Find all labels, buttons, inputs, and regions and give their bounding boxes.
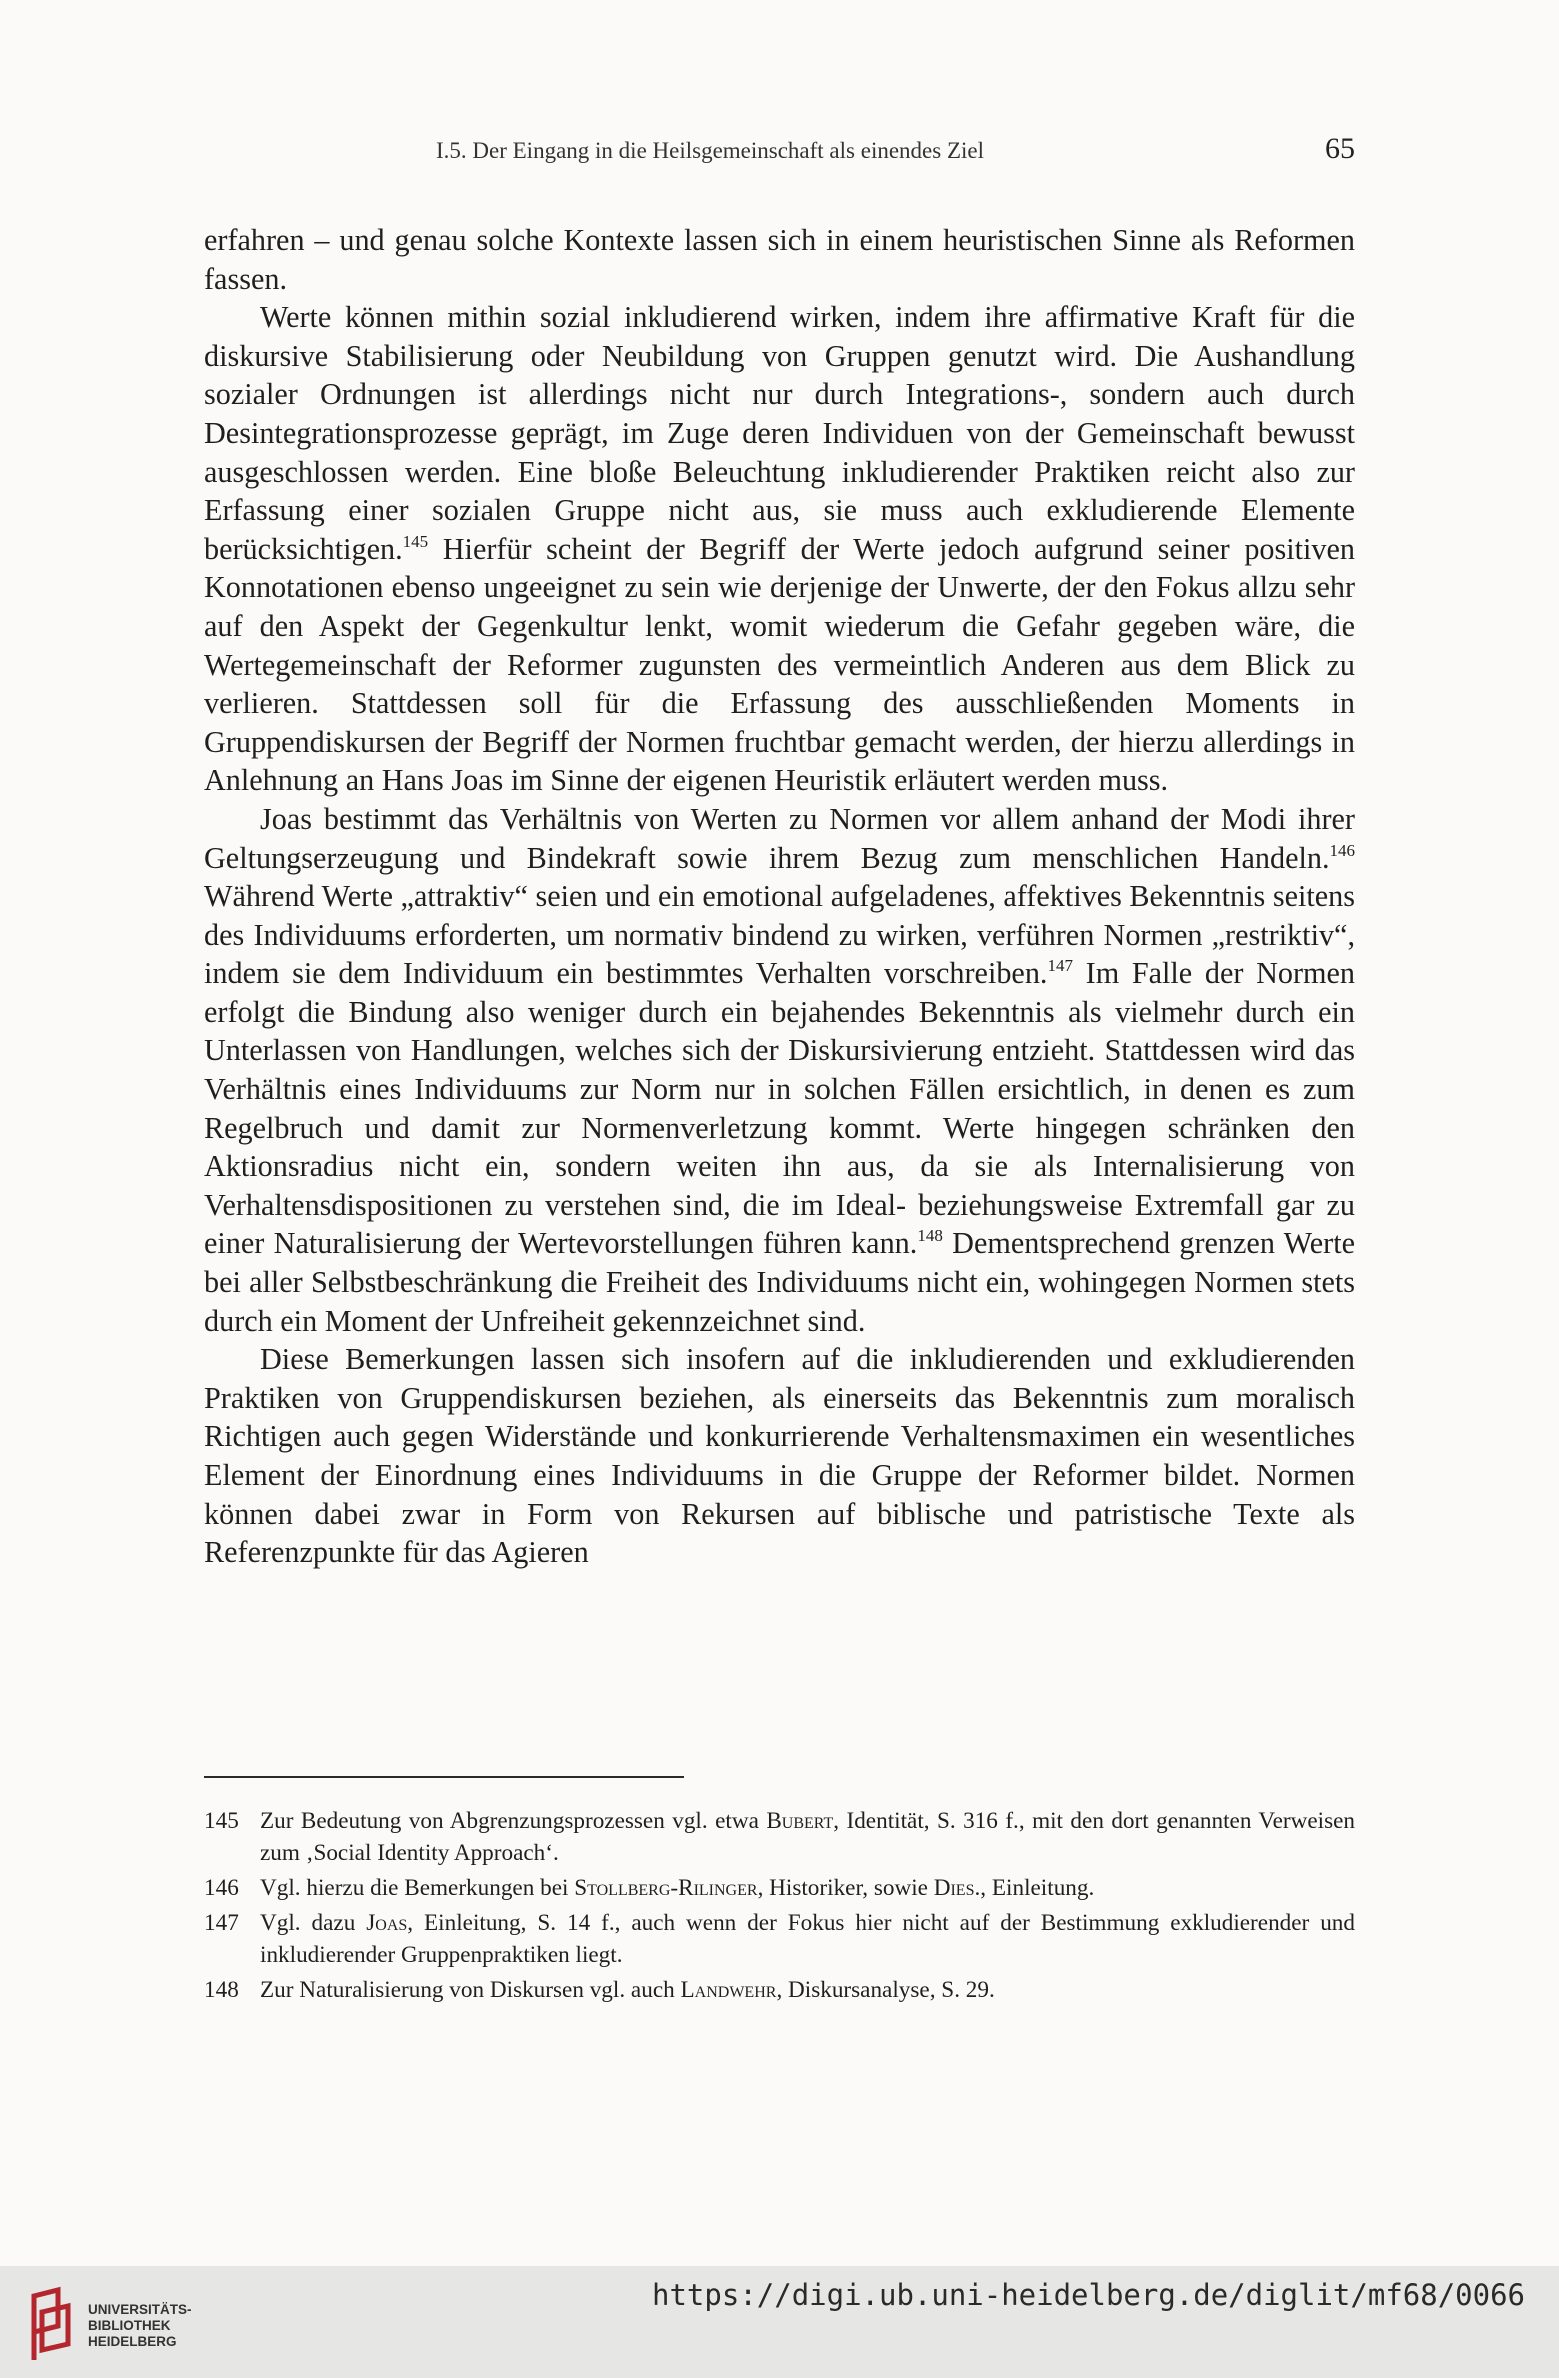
- footnote-number: 145: [204, 1808, 239, 1834]
- footnote-145: 145 Zur Bedeutung von Abgrenzungsprozessen vgl. etwa Bubert, Identität, S. 316 f., mit den dort genannten Verweisen zum ‚Social Identity Approach‘.: [204, 1805, 1355, 1869]
- footnote-number: 147: [204, 1910, 239, 1936]
- library-logo-icon: [28, 2286, 78, 2364]
- page-number: 65: [1325, 132, 1355, 165]
- library-name: UNIVERSITÄTS- BIBLIOTHEK HEIDELBERG: [88, 2302, 192, 2349]
- footnote-ref-148[interactable]: 148: [917, 1226, 943, 1246]
- digitization-footer: [0, 2266, 1559, 2378]
- footnote-ref-146[interactable]: 146: [1329, 840, 1355, 860]
- footnote-number: 146: [204, 1875, 239, 1901]
- footnote-ref-145[interactable]: 145: [402, 531, 429, 551]
- paragraph-3: Joas bestimmt das Verhältnis von Werten zu Normen vor allem anhand der Modi ihrer Geltungserzeugung und Bindekraft sowie ihrem Bezug zum menschlichen Handeln.$^{146}$ Während Werte „attraktiv“ seien und ein emotional aufgeladenes, affektives Bekenntnis seitens des Individuums erforderten, um normativ bindend zu wirken, verführen Normen „restriktiv“, indem sie dem Individuum ein bestimmtes Verhalten vorschreiben.$^{147}$ Im Falle der Normen erfolgt die Bindung also weniger durch ein bejahendes Bekenntnis als vielmehr durch ein Unterlassen von Handlungen, welches sich der Diskursivierung entzieht. Stattdessen wird das Verhältnis eines Individuums zur Norm nur in solchen Fällen ersichtlich, in denen es zum Regelbruch und damit zur Normenverletzung kommt. Werte hingegen schränken den Aktionsradius nicht ein, sondern weiten ihn aus, da sie als Internalisierung von Verhaltensdispositionen zu verstehen sind, die im Ideal- beziehungsweise Extremfall gar zu einer Naturalisierung der Wertevorstellungen führen kann.$^{148}$ Dementsprechend grenzen Werte bei aller Selbstbeschränkung die Freiheit des Individuums nicht ein, wohingegen Normen stets durch ein Moment der Unfreiheit gekennzeichnet sind.: [204, 801, 1355, 1338]
- running-head: I.5. Der Eingang in die Heilsgemeinschaft als einendes Ziel: [436, 138, 984, 163]
- library-logo[interactable]: [28, 2286, 192, 2366]
- paragraph-1: erfahren – und genau solche Kontexte lassen sich in einem heuristischen Sinne als Reformen fassen.: [204, 223, 1355, 296]
- paragraph-4: Diese Bemerkungen lassen sich insofern auf die inkludierenden und exkludierenden Praktiken von Gruppendiskursen beziehen, als einerseits das Bekenntnis zum moralisch Richtigen auch gegen Widerstände und konkurrierende Verhaltensmaximen ein wesentliches Element der Einordnung eines Individuums in die Gruppe der Reformer bildet. Normen können dabei zwar in Form von Rekursen auf biblische und patristische Texte als Referenzpunkte für das Agieren: [204, 1342, 1355, 1570]
- source-url[interactable]: https://digi.ub.uni-heidelberg.de/diglit/mf68/0066: [652, 2278, 1525, 2312]
- footnote-number: 148: [204, 1977, 239, 2003]
- footnote-146: 146 Vgl. hierzu die Bemerkungen bei Stollberg-Rilinger, Historiker, sowie Dies., Einleitung.: [204, 1872, 1355, 1904]
- paragraph-2: Werte können mithin sozial inkludierend wirken, indem ihre affirmative Kraft für die diskursive Stabilisierung oder Neubildung von Gruppen genutzt wird. Die Aushandlung sozialer Ordnungen ist allerdings nicht nur durch Integrations-, sondern auch durch Desintegrationsprozesse geprägt, im Zuge deren Individuen von der Gemeinschaft bewusst ausgeschlossen werden. Eine bloße Beleuchtung inkludierender Praktiken reicht also zur Erfassung einer sozialen Gruppe nicht aus, sie muss auch exkludierende Elemente berücksichtigen.$^{145}$ Hierfür scheint der Begriff der Werte jedoch aufgrund seiner positiven Konnotationen ebenso ungeeignet zu sein wie derjenige der Unwerte, der den Fokus allzu sehr auf den Aspekt der Gegenkultur lenkt, womit wiederum die Gefahr gegeben wäre, die Wertegemeinschaft der Reformer zugunsten des vermeintlich Anderen aus dem Blick zu verlieren. Stattdessen soll für die Erfassung des ausschließenden Moments in Gruppendiskursen der Begriff der Normen fruchtbar gemacht werden, der hierzu allerdings in Anlehnung an Hans Joas im Sinne der eigenen Heuristik erläutert werden muss.: [204, 300, 1355, 798]
- footnote-148: 148 Zur Naturalisierung von Diskursen vgl. auch Landwehr, Diskursanalyse, S. 29.: [204, 1974, 1355, 2006]
- footnote-rule: [204, 1776, 684, 1778]
- footnotes: [204, 1805, 1355, 2009]
- body-text: [204, 221, 1355, 1572]
- footnote-147: 147 Vgl. dazu Joas, Einleitung, S. 14 f., auch wenn der Fokus hier nicht auf der Bestimmung exkludierender und inkludierender Gruppenpraktiken liegt.: [204, 1907, 1355, 1971]
- page-header: [204, 132, 1355, 172]
- footnote-ref-147[interactable]: 147: [1047, 956, 1073, 976]
